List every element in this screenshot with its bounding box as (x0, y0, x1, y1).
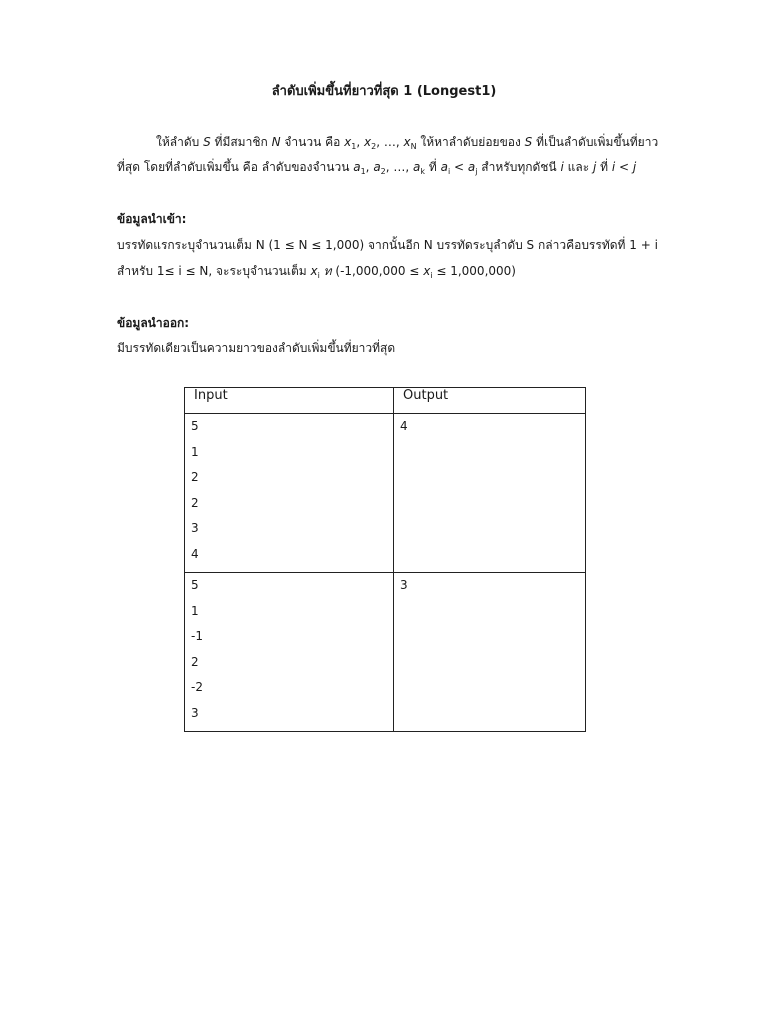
input-value: 5 (191, 578, 199, 592)
input-description-line-2: สำหรับ 1≤ i ≤ N, จะระบุจำนวนเต็ม $x_i$ ท $(-1,000,000 \le x_i \le 1,000,000)$ (117, 264, 516, 280)
output-heading: ข้อมูลนำออก: (117, 316, 190, 330)
input-heading: ข้อมูลนำเข้า: (117, 212, 187, 226)
sample-output-cell (394, 414, 586, 573)
statement-line-1: ให้ลำดับ S ที่มีสมาชิก N จำนวน คือ $x_1$, $x_2$, …, $x_N$ ให้หาลำดับย่อยของ S ที่เป็นลำดับเพิ่มขึ้นที่ยาว (156, 135, 659, 151)
input-value: 2 (191, 654, 199, 669)
header-output: Output (394, 388, 586, 414)
input-value: -2 (191, 680, 203, 694)
table-header-row (185, 388, 586, 414)
input-value: 3 (191, 705, 199, 720)
input-value: 3 (191, 521, 199, 535)
sample-output-cell (394, 573, 586, 732)
table-row (185, 414, 586, 573)
output-value: 3 (400, 578, 408, 592)
input-value: 5 (191, 419, 199, 433)
statement-line-2: ที่สุด โดยที่ลำดับเพิ่มขึ้น คือ ลำดับของจำนวน $a_1$, $a_2$, …, $a_k$ ที่ $a_i < a_j$ สำหรับทุกดัชนี i และ j ที่ i < j (117, 160, 637, 176)
sample-input-cell (185, 573, 394, 732)
input-value: 2 (191, 495, 199, 510)
input-value: 1 (191, 603, 199, 618)
table-row (185, 573, 586, 732)
header-input: Input (185, 388, 394, 414)
problem-title: ลำดับเพิ่มขึ้นที่ยาวที่สุด 1 (Longest1) (271, 84, 497, 99)
input-description-line-1: บรรทัดแรกระบุจำนวนเต็ม N (1 ≤ N ≤ 1,000) จากนั้นอีก N บรรทัดระบุลำดับ S กล่าวคือบรรทัดที่ 1 + i (117, 238, 658, 252)
output-description: มีบรรทัดเดียวเป็นความยาวของลำดับเพิ่มขึ้นที่ยาวที่สุด (117, 341, 396, 355)
input-value: 4 (191, 546, 199, 561)
input-value: -1 (191, 629, 203, 643)
sample-table (184, 387, 586, 732)
output-value: 4 (400, 419, 408, 433)
input-value: 2 (191, 470, 199, 484)
input-value: 1 (191, 444, 199, 459)
sample-input-cell (185, 414, 394, 573)
